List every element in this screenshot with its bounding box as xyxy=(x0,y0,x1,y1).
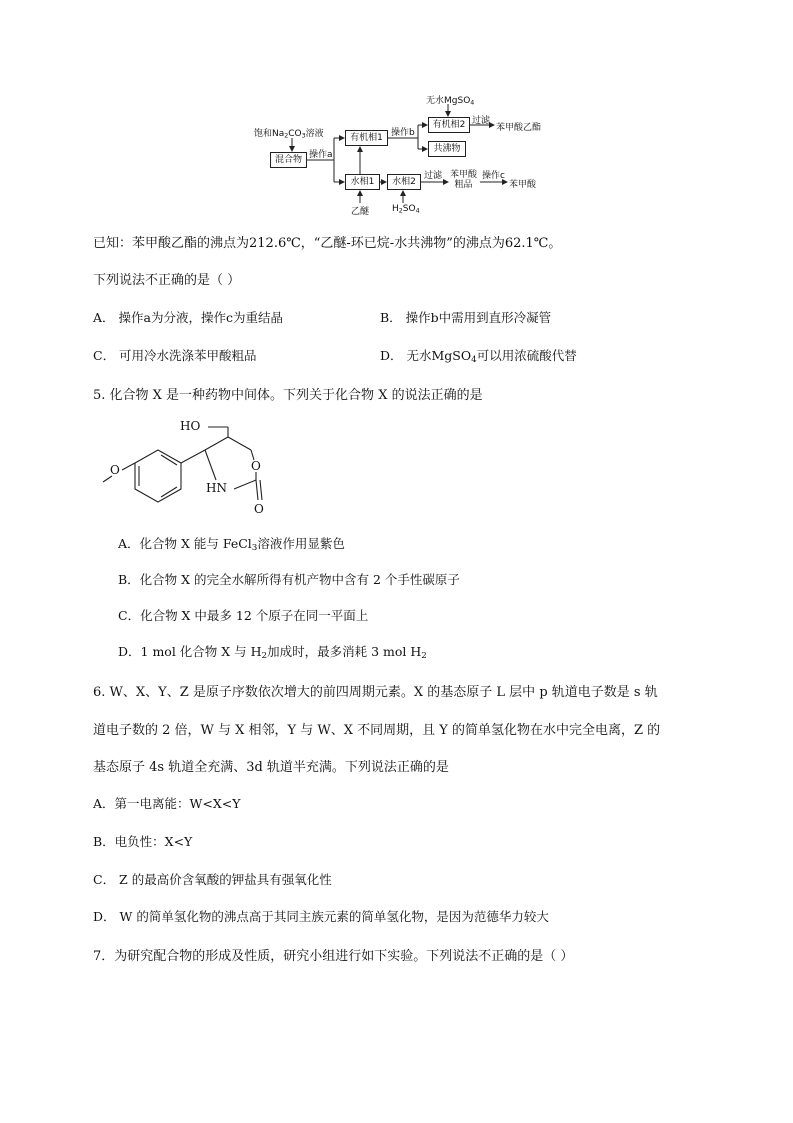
q4-option-d: D． 无水MgSO$_4$可以用浓硫酸代替 xyxy=(380,348,577,365)
hn-label: HN xyxy=(206,481,227,495)
anhydrous-mgso4-label: 无水MgSO$_4$ xyxy=(426,96,475,107)
q6-option-b: B．电负性：X<Y xyxy=(93,834,193,849)
structure-bonds xyxy=(0,0,793,530)
sulfuric-acid-label: $H_2SO_4$ xyxy=(392,204,420,215)
q4-question: 下列说法不正确的是（ ） xyxy=(93,273,241,288)
q4-option-a: A． 操作a为分液，操作c为重结晶 xyxy=(93,310,283,325)
q6-option-a: A．第一电离能：W<X<Y xyxy=(93,796,241,811)
q6-option-d: D． W 的简单氢化物的沸点高于其同主族元素的简单氢化物，是因为范德华力较大 xyxy=(93,909,549,924)
saturated-solution-label: 饱和$Na_2CO_3$溶液 xyxy=(254,129,324,140)
crude-benzoic-acid-label: 苯甲酸 粗品 xyxy=(450,170,478,190)
q7-stem: 7．为研究配合物的形成及性质，研究小组进行如下实验。下列说法不正确的是（ ） xyxy=(93,949,574,964)
aqueous-phase-2-box: 水相2 xyxy=(387,174,421,190)
filter-1-label: 过滤 xyxy=(472,116,491,126)
filter-2-label: 过滤 xyxy=(424,171,443,181)
q4-known-text: 已知：苯甲酸乙酯的沸点为212.6℃，“乙醚-环已烷-水共沸物”的沸点为62.1℃。 xyxy=(93,236,562,251)
q5-option-b: B．化合物 X 的完全水解所得有机产物中含有 2 个手性碳原子 xyxy=(118,572,460,587)
azeotrope-box: 共沸物 xyxy=(428,141,466,157)
op-c-label: 操作c xyxy=(482,171,505,181)
q5-option-d: D．1 mol 化合物 X 与 $H_2$加成时，最多消耗 3 mol $H_2$ xyxy=(118,644,427,661)
mixture-box: 混合物 xyxy=(270,152,307,168)
ring-o-label: O xyxy=(251,459,261,473)
ether-label: 乙醚 xyxy=(351,207,370,217)
q5-option-a: A．化合物 X 能与 FeCl$_3$溶液作用显紫色 xyxy=(118,536,345,553)
benzoic-acid-label: 苯甲酸 xyxy=(509,180,537,190)
q4-option-c: C． 可用冷水洗涤苯甲酸粗品 xyxy=(93,348,257,363)
organic-phase-2-box: 有机相2 xyxy=(428,117,470,133)
q6-option-c: C． Z 的最高价含氧酸的钾盐具有强氧化性 xyxy=(93,872,332,887)
q6-stem-line-3: 基态原子 4s 轨道全充满、3d 轨道半充满。下列说法正确的是 xyxy=(93,760,449,775)
op-b-label: 操作b xyxy=(391,128,415,138)
q6-stem-line-1: 6. W、X、Y、Z 是原子序数依次增大的前四周期元素。X 的基态原子 L 层中 p 轨道电子数是 s 轨 xyxy=(93,685,658,700)
ethyl-benzoate-label: 苯甲酸乙酯 xyxy=(496,123,542,133)
organic-phase-1-box: 有机相1 xyxy=(345,130,388,146)
ho-label: HO xyxy=(180,419,201,433)
carbonyl-o-label: O xyxy=(254,502,264,516)
op-a-label: 操作a xyxy=(309,150,333,160)
methoxy-o-label: O xyxy=(110,463,120,477)
q6-stem-line-2: 道电子数的 2 倍，W 与 X 相邻，Y 与 W、X 不同周期，且 Y 的简单氢化物在水中完全电离，Z 的 xyxy=(93,723,661,738)
q5-stem: 5. 化合物 X 是一种药物中间体。下列关于化合物 X 的说法正确的是 xyxy=(93,388,483,403)
aqueous-phase-1-box: 水相1 xyxy=(345,174,380,190)
q4-option-b: B． 操作b中需用到直形冷凝管 xyxy=(380,310,552,325)
q5-option-c: C．化合物 X 中最多 12 个原子在同一平面上 xyxy=(118,608,369,623)
